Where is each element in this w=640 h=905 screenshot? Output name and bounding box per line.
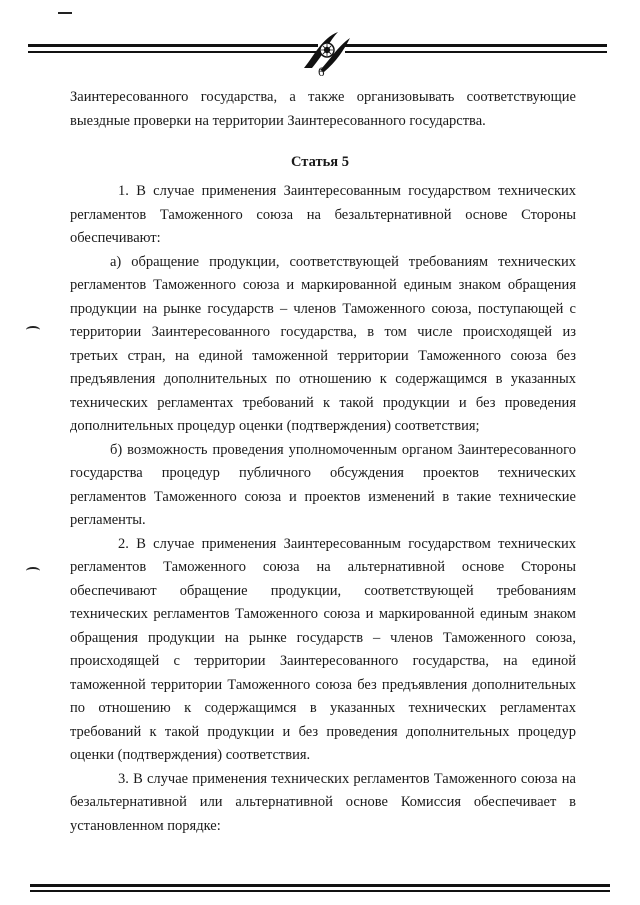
page-number: 6 xyxy=(318,64,325,79)
article-clause-1a: а) обращение продукции, соответствующей требованиям технических регламентов Таможенного союза и маркированной единым знаком обращения продукции на рынке государств – членов Таможенного союза, поступающей с территории Заинтересованного государства, в том числе происходящей из третьих стран, на единой таможенной территории Таможенного союза без предъявления дополнительных по отношению к содержащимся в указанных технических регламентах требований к такой продукции и без проведения дополнительных процедур оценки (подтверждения) соответствия; xyxy=(70,253,576,434)
margin-mark xyxy=(26,567,40,575)
footer-double-rule xyxy=(30,884,610,894)
intro-paragraph xyxy=(70,86,576,133)
article-clause-2: 2. В случае применения Заинтересованным государством технических регламентов Таможенного союза на альтернативной основе Стороны обеспечивают обращение продукции, соответствующей требованиям технических регламентов Таможенного союза и маркированной единым знаком обращения продукции на рынке государств – членов Таможенного союза, происходящей с территории Заинтересованного государства, на единой таможенной территории Таможенного союза без предъявления дополнительных по отношению к содержащимся в указанных технических регламентах требований к такой продукции и без проведения дополнительных процедур оценки (подтверждения) соответствия. xyxy=(70,535,576,763)
intro-text: Заинтересованного государства, а также организовывать соответствующие выездные проверки на территории Заинтересованного государства. xyxy=(70,89,576,129)
article-heading: Статья 5 xyxy=(291,154,349,170)
article-clause-1: 1. В случае применения Заинтересованным государством технических регламентов Таможенного союза на безальтернативной основе Стороны обеспечивают: xyxy=(70,183,576,246)
margin-dash-mark xyxy=(58,12,72,14)
header-double-rule-left xyxy=(28,44,318,56)
article-clause-3: 3. В случае применения технических регламентов Таможенного союза на безальтернативной или альтернативной основе Комиссия обеспечивает в установленном порядке: xyxy=(70,770,576,834)
article-body xyxy=(70,180,576,838)
emblem-icon xyxy=(300,28,352,72)
header-double-rule-right xyxy=(345,44,607,56)
article-clause-1b: б) возможность проведения уполномоченным органом Заинтересованного государства процедур публичного обсуждения проектов технических регламентов Таможенного союза и проектов изменений в такие технические регламенты. xyxy=(70,441,576,528)
margin-mark xyxy=(26,326,40,334)
